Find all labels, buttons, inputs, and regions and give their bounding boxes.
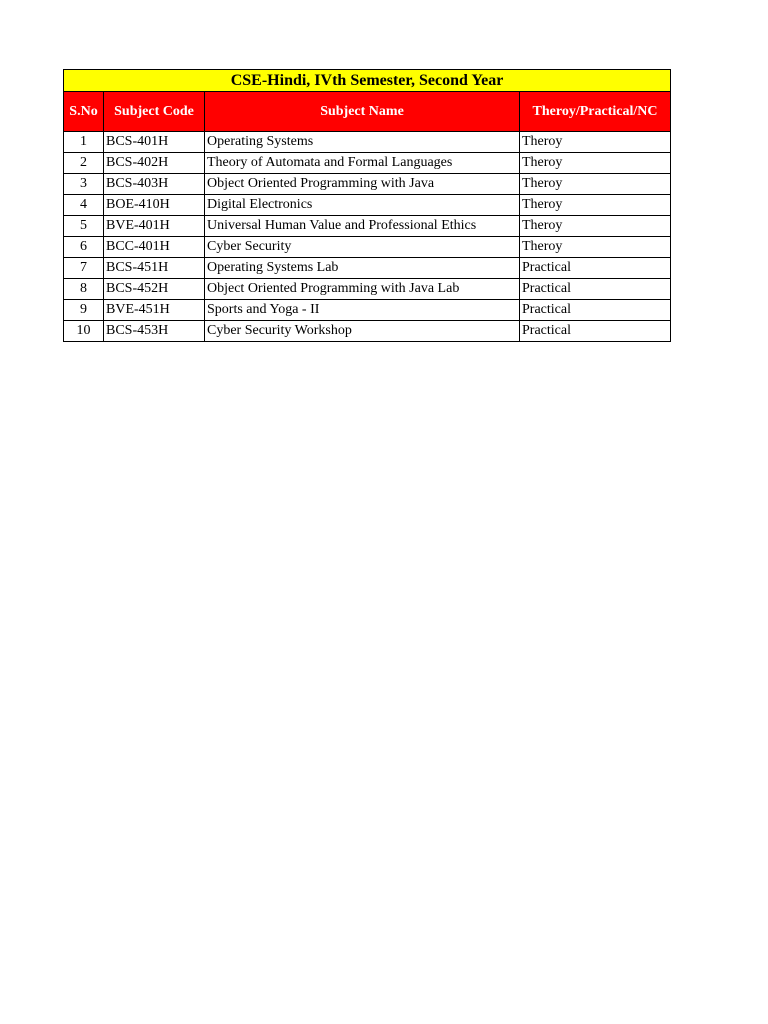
cell-type: Theroy [520,174,671,195]
header-sno: S.No [64,92,104,132]
cell-subject-name: Theory of Automata and Formal Languages [205,153,520,174]
cell-type: Practical [520,300,671,321]
cell-sno: 2 [64,153,104,174]
cell-sno: 6 [64,237,104,258]
cell-subject-code: BCS-453H [104,321,205,342]
table-row [64,153,671,174]
cell-sno: 10 [64,321,104,342]
cell-sno: 1 [64,132,104,153]
cell-subject-code: BCS-451H [104,258,205,279]
cell-type: Practical [520,321,671,342]
cell-type: Theroy [520,195,671,216]
table-row [64,300,671,321]
header-type: Theroy/Practical/NC [520,92,671,132]
cell-subject-name: Sports and Yoga - II [205,300,520,321]
cell-type: Practical [520,258,671,279]
cell-subject-code: BCS-402H [104,153,205,174]
table-row [64,174,671,195]
cell-subject-name: Operating Systems [205,132,520,153]
cell-subject-name: Object Oriented Programming with Java [205,174,520,195]
cell-sno: 8 [64,279,104,300]
cell-subject-name: Object Oriented Programming with Java Lab [205,279,520,300]
cell-sno: 5 [64,216,104,237]
subject-table [63,69,671,342]
table-body [64,132,671,342]
cell-subject-name: Cyber Security Workshop [205,321,520,342]
cell-subject-code: BCS-403H [104,174,205,195]
cell-type: Theroy [520,237,671,258]
header-subject-code: Subject Code [104,92,205,132]
cell-sno: 4 [64,195,104,216]
cell-type: Theroy [520,132,671,153]
cell-subject-code: BCS-401H [104,132,205,153]
cell-sno: 9 [64,300,104,321]
table-row [64,216,671,237]
cell-subject-name: Operating Systems Lab [205,258,520,279]
cell-subject-name: Universal Human Value and Professional Ethics [205,216,520,237]
header-subject-name: Subject Name [205,92,520,132]
cell-type: Practical [520,279,671,300]
table-row [64,321,671,342]
table-title: CSE-Hindi, IVth Semester, Second Year [64,70,671,92]
cell-subject-name: Cyber Security [205,237,520,258]
cell-subject-name: Digital Electronics [205,195,520,216]
header-row [64,92,671,132]
cell-subject-code: BVE-451H [104,300,205,321]
cell-sno: 3 [64,174,104,195]
cell-subject-code: BVE-401H [104,216,205,237]
cell-type: Theroy [520,216,671,237]
table-row [64,132,671,153]
cell-sno: 7 [64,258,104,279]
table-row [64,258,671,279]
cell-type: Theroy [520,153,671,174]
cell-subject-code: BOE-410H [104,195,205,216]
table-row [64,237,671,258]
table-row [64,279,671,300]
title-row [64,70,671,92]
cell-subject-code: BCC-401H [104,237,205,258]
table-row [64,195,671,216]
cell-subject-code: BCS-452H [104,279,205,300]
